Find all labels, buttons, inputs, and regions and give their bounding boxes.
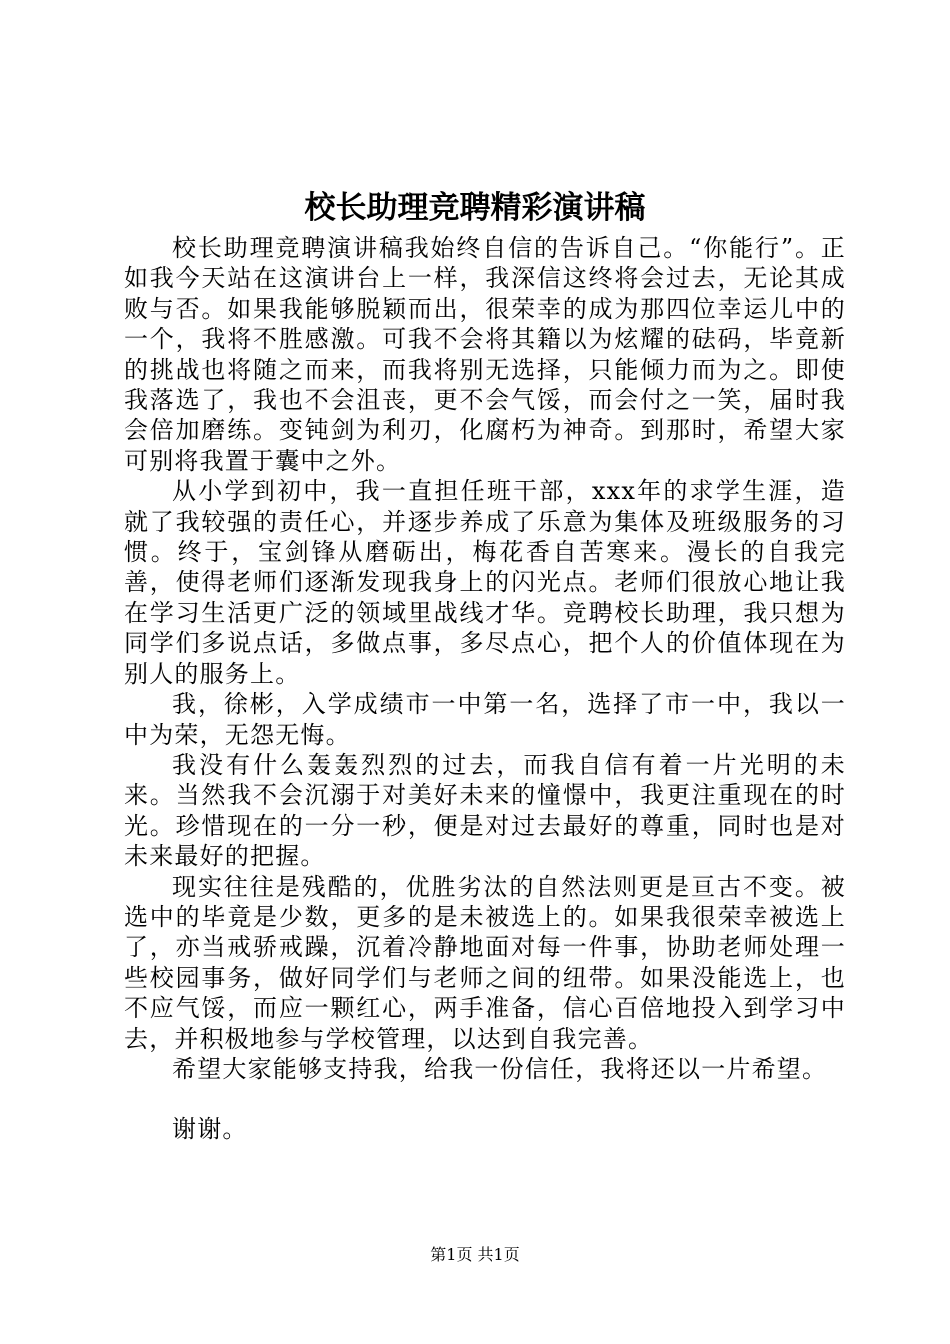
paragraph-thanks: 谢谢。 — [172, 1115, 248, 1144]
paragraph-1: 校长助理竞聘演讲稿我始终自信的告诉自己。“你能行”。正如我今天站在这演讲台上一样，我深信这终将会过去，无论其成败与否。如果我能够脱颖而出，很荣幸的成为那四位幸运儿中的一个，我将不胜感激。可我不会将其籍以为炫耀的砝码，毕竟新的挑战也将随之而来，而我将别无选择，只能倾力而为之。即使我落选了，我也不会沮丧，更不会气馁，而会付之一笑，届时我会倍加磨练。变钝剑为利刃，化腐朽为神奇。到那时，希望大家可别将我置于囊中之外。 — [124, 234, 846, 475]
page-footer: 第1页 共1页 — [430, 1245, 520, 1264]
paragraph-2: 从小学到初中，我一直担任班干部，xxx年的求学生涯，造就了我较强的责任心，并逐步养成了乐意为集体及班级服务的习惯。终于，宝剑锋从磨砺出，梅花香自苦寒来。漫长的自我完善，使得老师们逐渐发现我身上的闪光点。老师们很放心地让我在学习生活更广泛的领域里战线才华。竞聘校长助理，我只想为同学们多说点话，多做点事，多尽点心，把个人的价值体现在为别人的服务上。 — [124, 477, 846, 688]
paragraph-4: 我没有什么轰轰烈烈的过去，而我自信有着一片光明的未来。当然我不会沉溺于对美好未来的憧憬中，我更注重现在的时光。珍惜现在的一分一秒，便是对过去最好的尊重，同时也是对未来最好的把握。 — [124, 750, 846, 871]
document-title: 校长助理竞聘精彩演讲稿 — [304, 190, 646, 226]
document-body — [124, 233, 846, 1145]
paragraph-6: 希望大家能够支持我，给我一份信任，我将还以一片希望。 — [172, 1054, 828, 1083]
paragraph-5: 现实往往是残酷的，优胜劣汰的自然法则更是亘古不变。被选中的毕竟是少数，更多的是未被选上的。如果我很荣幸被选上了，亦当戒骄戒躁，沉着冷静地面对每一件事，协助老师处理一些校园事务，做好同学们与老师之间的纽带。如果没能选上，也不应气馁，而应一颗红心，两手准备，信心百倍地投入到学习中去，并积极地参与学校管理，以达到自我完善。 — [124, 872, 846, 1053]
paragraph-3: 我，徐彬，入学成绩市一中第一名，选择了市一中，我以一中为荣，无怨无悔。 — [124, 690, 846, 749]
